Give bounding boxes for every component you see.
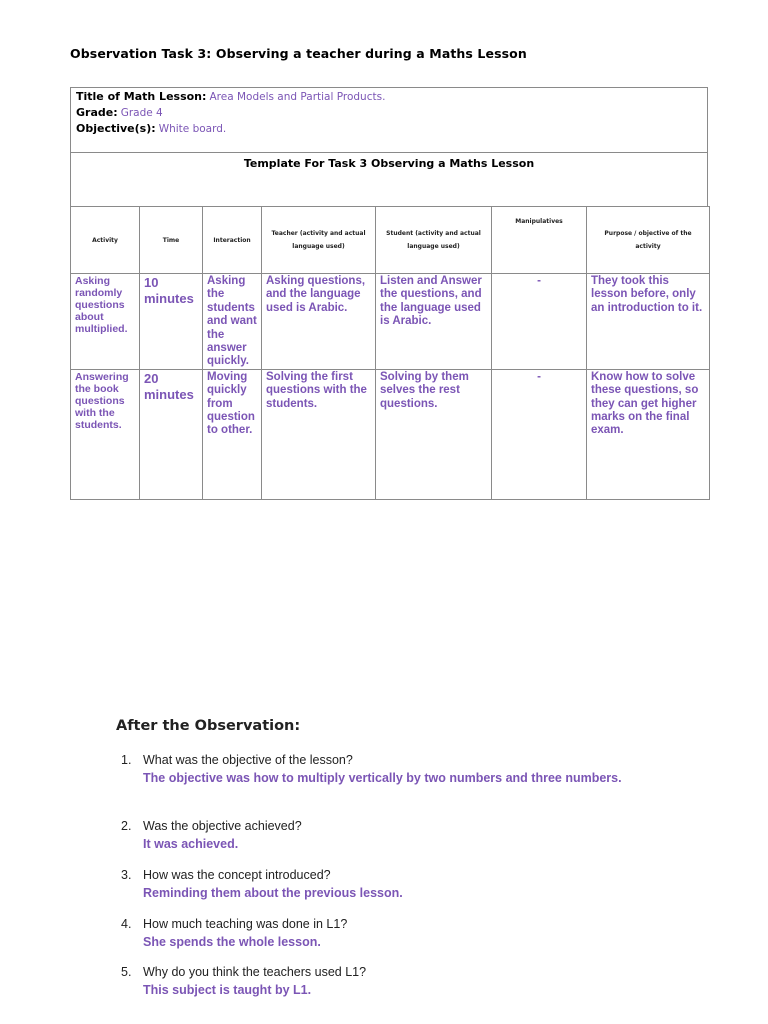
cell-manipulatives: -: [492, 369, 587, 499]
question-item: [121, 963, 641, 999]
question-number: 2.: [121, 819, 132, 833]
table-header-row: [71, 207, 710, 274]
grade-line: [76, 106, 163, 119]
question-text: Why do you think the teachers used L1?: [143, 965, 367, 979]
table-row: [71, 274, 710, 370]
header-student: Student (activity and actual language used): [376, 207, 492, 274]
lesson-header-box: [70, 87, 708, 153]
lesson-title-value: Area Models and Partial Products.: [209, 91, 386, 103]
question-number: 1.: [121, 753, 132, 767]
lesson-title-label: Title of Math Lesson:: [76, 90, 207, 103]
question-number: 4.: [121, 917, 132, 931]
question-text: Was the objective achieved?: [143, 819, 302, 833]
lesson-title-line: [76, 90, 385, 103]
header-interaction: Interaction: [203, 207, 262, 274]
grade-value: Grade 4: [120, 107, 163, 119]
objective-value: White board.: [158, 123, 227, 135]
question-text: How was the concept introduced?: [143, 868, 331, 882]
question-item: [121, 866, 641, 902]
header-purpose: Purpose / objective of the activity: [587, 207, 710, 274]
answer-text: It was achieved.: [143, 837, 239, 851]
after-observation-heading: After the Observation:: [116, 718, 301, 734]
question-item: [121, 817, 641, 853]
template-title-box: [70, 153, 708, 207]
cell-activity: Asking randomly questions about multiplied.: [71, 274, 140, 370]
cell-student: Listen and Answer the questions, and the language used is Arabic.: [376, 274, 492, 370]
cell-purpose: They took this lesson before, only an introduction to it.: [587, 274, 710, 370]
question-number: 3.: [121, 868, 132, 882]
cell-purpose: Know how to solve these questions, so they can get higher marks on the final exam.: [587, 369, 710, 499]
answer-text: Reminding them about the previous lesson.: [143, 886, 403, 900]
cell-teacher: Asking questions, and the language used is Arabic.: [262, 274, 376, 370]
grade-label: Grade:: [76, 106, 118, 119]
header-teacher: Teacher (activity and actual language used): [262, 207, 376, 274]
header-activity: Activity: [71, 207, 140, 274]
table-row: [71, 369, 710, 499]
cell-activity: Answering the book questions with the students.: [71, 369, 140, 499]
header-time: Time: [140, 207, 203, 274]
cell-interaction: Asking the students and want the answer quickly.: [203, 274, 262, 370]
question-text: How much teaching was done in L1?: [143, 917, 348, 931]
question-number: 5.: [121, 965, 132, 979]
cell-student: Solving by them selves the rest questions.: [376, 369, 492, 499]
cell-time: 10 minutes: [140, 274, 203, 370]
header-manipulatives: Manipulatives: [492, 207, 587, 274]
template-title: Template For Task 3 Observing a Maths Lesson: [243, 157, 535, 170]
cell-time: 20 minutes: [140, 369, 203, 499]
question-text: What was the objective of the lesson?: [143, 753, 353, 767]
question-item: [121, 751, 641, 787]
document-title: Observation Task 3: Observing a teacher during a Maths Lesson: [70, 46, 527, 61]
cell-interaction: Moving quickly from question to other.: [203, 369, 262, 499]
objective-line: [76, 122, 226, 135]
objective-label: Objective(s):: [76, 122, 156, 135]
observation-table: [70, 206, 710, 500]
answer-text: She spends the whole lesson.: [143, 935, 321, 949]
answer-text: This subject is taught by L1.: [143, 983, 312, 997]
cell-manipulatives: -: [492, 274, 587, 370]
question-item: [121, 915, 641, 951]
answer-text: The objective was how to multiply vertically by two numbers and three numbers.: [143, 771, 622, 785]
cell-teacher: Solving the first questions with the students.: [262, 369, 376, 499]
